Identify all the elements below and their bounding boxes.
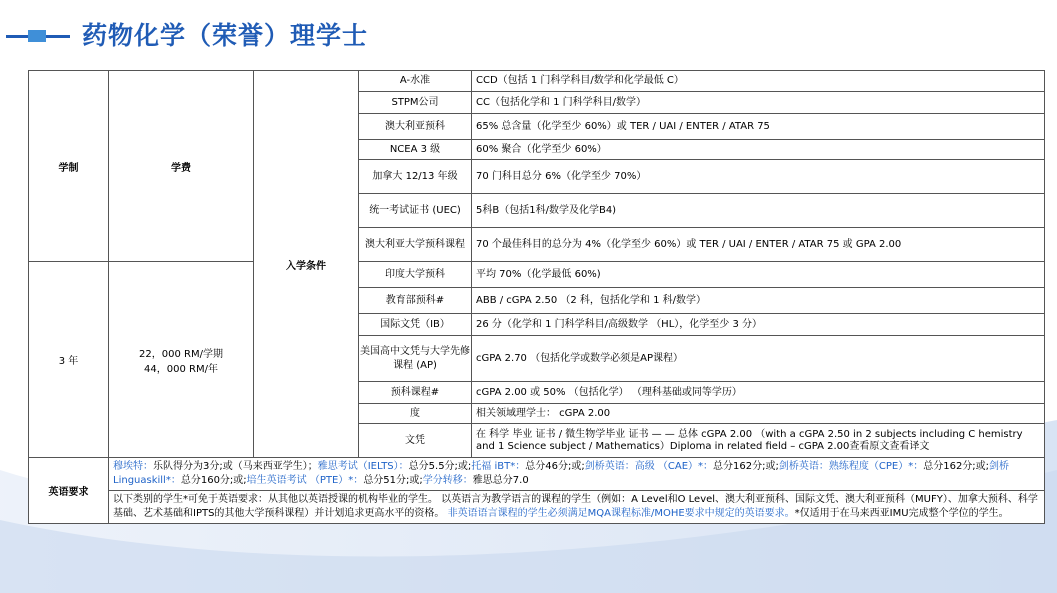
- english-row: [29, 458, 1045, 491]
- english-test-segment: 总分162分;或;: [713, 461, 779, 472]
- qualification-cell: 美国高中文凭与大学先修课程 (AP): [359, 336, 472, 382]
- english-test-segment: 培生英语考试 （PTE）*：: [246, 475, 364, 486]
- duration-value: 3 年: [29, 262, 109, 458]
- exemption-segment: 以下类别的学生*可免于英语要求：从其他以英语授课的机构毕业的学生。 以英语言为教学语言的课程的学生（例如：A Level和O Level、澳大利亚预科、国际文凭、澳大利亚预科（MUFY）、加拿大预科、科学基础、艺术基础和IPTS的其他大学预科课程）并计划追求更高水平的资格。: [113, 494, 1038, 519]
- english-test-segment: 总分160分;或;: [180, 475, 247, 486]
- exemption-segment: *仅适用于在马来西亚IMU完成整个学位的学生。: [794, 508, 1009, 519]
- qualification-cell: NCEA 3 级: [359, 140, 472, 160]
- english-exemption-paragraph: [109, 491, 1045, 524]
- requirement-cell: cGPA 2.00 或 50% （包括化学） （理科基础或同等学历）: [472, 382, 1045, 404]
- english-tests-paragraph: [109, 458, 1045, 491]
- english-test-segment: 总分51分;或;: [363, 475, 423, 486]
- qualification-cell: 印度大学预科: [359, 262, 472, 288]
- qualification-cell: 统一考试证书 (UEC): [359, 194, 472, 228]
- requirement-cell: CC（包括化学和 1 门科学科目/数学）: [472, 92, 1045, 114]
- english-test-segment: 学分转移：: [422, 475, 473, 486]
- qualification-cell: 澳大利亚大学预科课程: [359, 228, 472, 262]
- entry-row: [29, 71, 1045, 92]
- qualification-cell: 国际文凭（IB）: [359, 314, 472, 336]
- english-test-segment: 雅思总分7.0: [472, 475, 529, 486]
- qualification-cell: 教育部预科#: [359, 288, 472, 314]
- fee-per-semester: 22，000 RM/学期: [139, 348, 223, 360]
- requirement-cell: ABB / cGPA 2.50 （2 科，包括化学和 1 科/数学）: [472, 288, 1045, 314]
- english-test-segment: 托福 iBT*：: [471, 461, 526, 472]
- requirement-cell: 60% 聚合（化学至少 60%）: [472, 140, 1045, 160]
- requirement-cell: 平均 70%（化学最低 60%): [472, 262, 1045, 288]
- program-info-table: [28, 70, 1045, 524]
- qualification-cell: 预科课程#: [359, 382, 472, 404]
- english-test-segment: 总分46分;或;: [525, 461, 585, 472]
- requirement-cell: 相关领域理学士： cGPA 2.00: [472, 404, 1045, 424]
- requirement-cell: 70 门科目总分 6%（化学至少 70%）: [472, 160, 1045, 194]
- qualification-cell: 度: [359, 404, 472, 424]
- english-test-segment: 雅思考试（IELTS）：: [317, 461, 409, 472]
- english-test-segment: 乐队得分为3分;或（马来西亚学生）；: [153, 461, 318, 472]
- fee-header: 学费: [109, 71, 254, 262]
- page-title: 药物化学（荣誉）理学士: [82, 21, 369, 50]
- requirement-cell: 70 个最佳科目的总分为 4%（化学至少 60%）或 TER / UAI / ENTER / ATAR 75 或 GPA 2.00: [472, 228, 1045, 262]
- exemption-segment: 非英语语言课程的学生必须满足MQA课程标准/MOHE要求中规定的英语要求。: [447, 508, 795, 519]
- qualification-cell: A-水准: [359, 71, 472, 92]
- english-test-segment: 总分5.5分;或;: [408, 461, 472, 472]
- english-test-segment: 剑桥英语：高级 （CAE）*：: [584, 461, 714, 472]
- qualification-cell: 澳大利亚预科: [359, 114, 472, 140]
- entry-requirements-header: 入学条件: [254, 71, 359, 458]
- requirement-cell: 在 科学 毕业 证书 / 微生物学毕业 证书 — — 总体 cGPA 2.00 （with a cGPA 2.50 in 2 subjects including C hemistry and 1 Science subject / Mathematics）Diploma in related field – cGPA 2.00查看原文查看译文: [472, 424, 1045, 458]
- qualification-cell: STPM公司: [359, 92, 472, 114]
- english-test-segment: 穆埃特：: [113, 461, 153, 472]
- requirement-cell: cGPA 2.70 （包括化学或数学必须是AP课程）: [472, 336, 1045, 382]
- english-requirements-header: 英语要求: [29, 458, 109, 524]
- qualification-cell: 文凭: [359, 424, 472, 458]
- requirement-cell: 5科B（包括1科/数学及化学B4): [472, 194, 1045, 228]
- fee-per-year: 44，000 RM/年: [144, 363, 218, 375]
- requirement-cell: 26 分（化学和 1 门科学科目/高级数学 （HL），化学至少 3 分）: [472, 314, 1045, 336]
- requirement-cell: 65% 总含量（化学至少 60%）或 TER / UAI / ENTER / ATAR 75: [472, 114, 1045, 140]
- english-test-segment: 剑桥 Linguaskill*：: [113, 461, 1010, 486]
- duration-header: 学制: [29, 71, 109, 262]
- english-test-segment: 剑桥英语：熟练程度（CPE）*：: [778, 461, 924, 472]
- english-test-segment: 总分162分;或;: [923, 461, 990, 472]
- requirement-cell: CCD（包括 1 门科学科目/数学和化学最低 C）: [472, 71, 1045, 92]
- title-logo-icon: [6, 26, 70, 46]
- entry-row: [29, 262, 1045, 288]
- qualification-cell: 加拿大 12/13 年级: [359, 160, 472, 194]
- fee-value: [109, 262, 254, 458]
- english-exemption-row: [29, 491, 1045, 524]
